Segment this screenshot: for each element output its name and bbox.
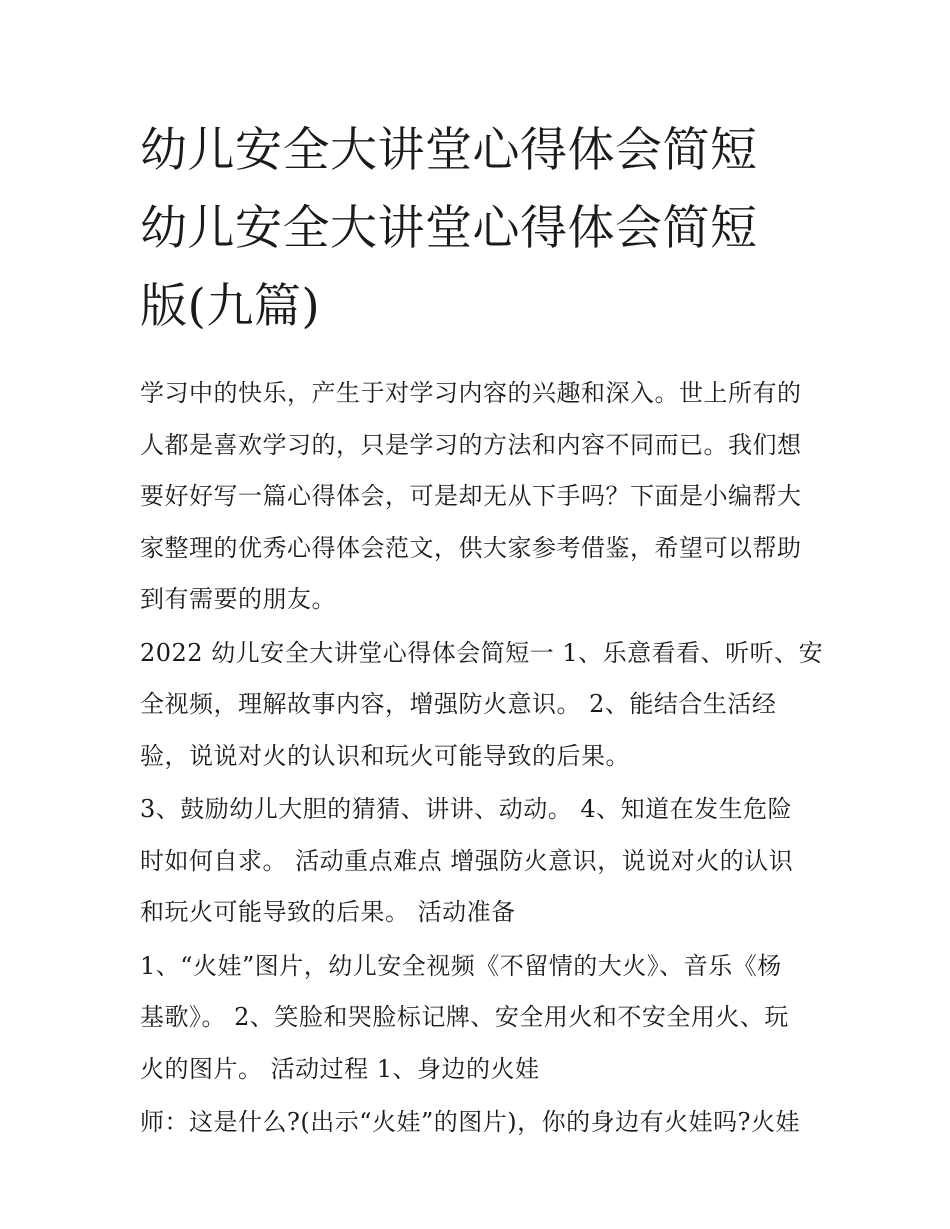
title-line: 幼儿安全大讲堂心得体会简短 bbox=[140, 123, 758, 178]
title-line: 幼儿安全大讲堂心得体会简短 bbox=[140, 201, 758, 256]
text-line: 火的图片。 活动过程 1、身边的火娃 bbox=[140, 1054, 540, 1083]
text-line: 全视频，理解故事内容，增强防火意识。 2、能结合生活经 bbox=[140, 690, 777, 718]
document-title bbox=[140, 112, 820, 346]
body-paragraph bbox=[140, 784, 820, 939]
text-line: 人都是喜欢学习的，只是学习的方法和内容不同而已。我们想 bbox=[140, 430, 802, 459]
text-line: 1、“火娃”图片，幼儿安全视频《不留情的大火》、音乐《杨 bbox=[140, 951, 782, 980]
text-line: 3、鼓励幼儿大胆的猜猜、讲讲、动动。 4、知道在发生危险 bbox=[140, 795, 793, 823]
text-line: 要好好写一篇心得体会，可是却无从下手吗？下面是小编帮大 bbox=[140, 482, 802, 510]
text-line: 2022 幼儿安全大讲堂心得体会简短一 1、乐意看看、听听、安 bbox=[140, 638, 824, 667]
text-line: 到有需要的朋友。 bbox=[140, 585, 336, 613]
body-paragraph bbox=[140, 628, 824, 783]
text-line: 验，说说对火的认识和玩火可能导致的后果。 bbox=[140, 741, 630, 770]
text-line: 师：这是什么?(出示“火娃”的图片)，你的身边有火娃吗?火娃 bbox=[140, 1108, 800, 1136]
text-line: 时如何自求。 活动重点难点 增强防火意识，说说对火的认识 bbox=[140, 846, 794, 875]
intro-paragraph bbox=[140, 368, 820, 626]
text-line: 基歌》。 2、笑脸和哭脸标记牌、安全用火和不安全用火、玩 bbox=[140, 1003, 789, 1031]
title-line: 版(九篇) bbox=[140, 279, 321, 334]
body-paragraph bbox=[140, 941, 820, 1096]
text-line: 家整理的优秀心得体会范文，供大家参考借鉴，希望可以帮助 bbox=[140, 533, 802, 562]
text-line: 和玩火可能导致的后果。 活动准备 bbox=[140, 898, 516, 926]
body-paragraph bbox=[140, 1097, 820, 1149]
document-page bbox=[140, 112, 824, 1151]
text-line: 学习中的快乐，产生于对学习内容的兴趣和深入。世上所有的 bbox=[140, 379, 802, 407]
